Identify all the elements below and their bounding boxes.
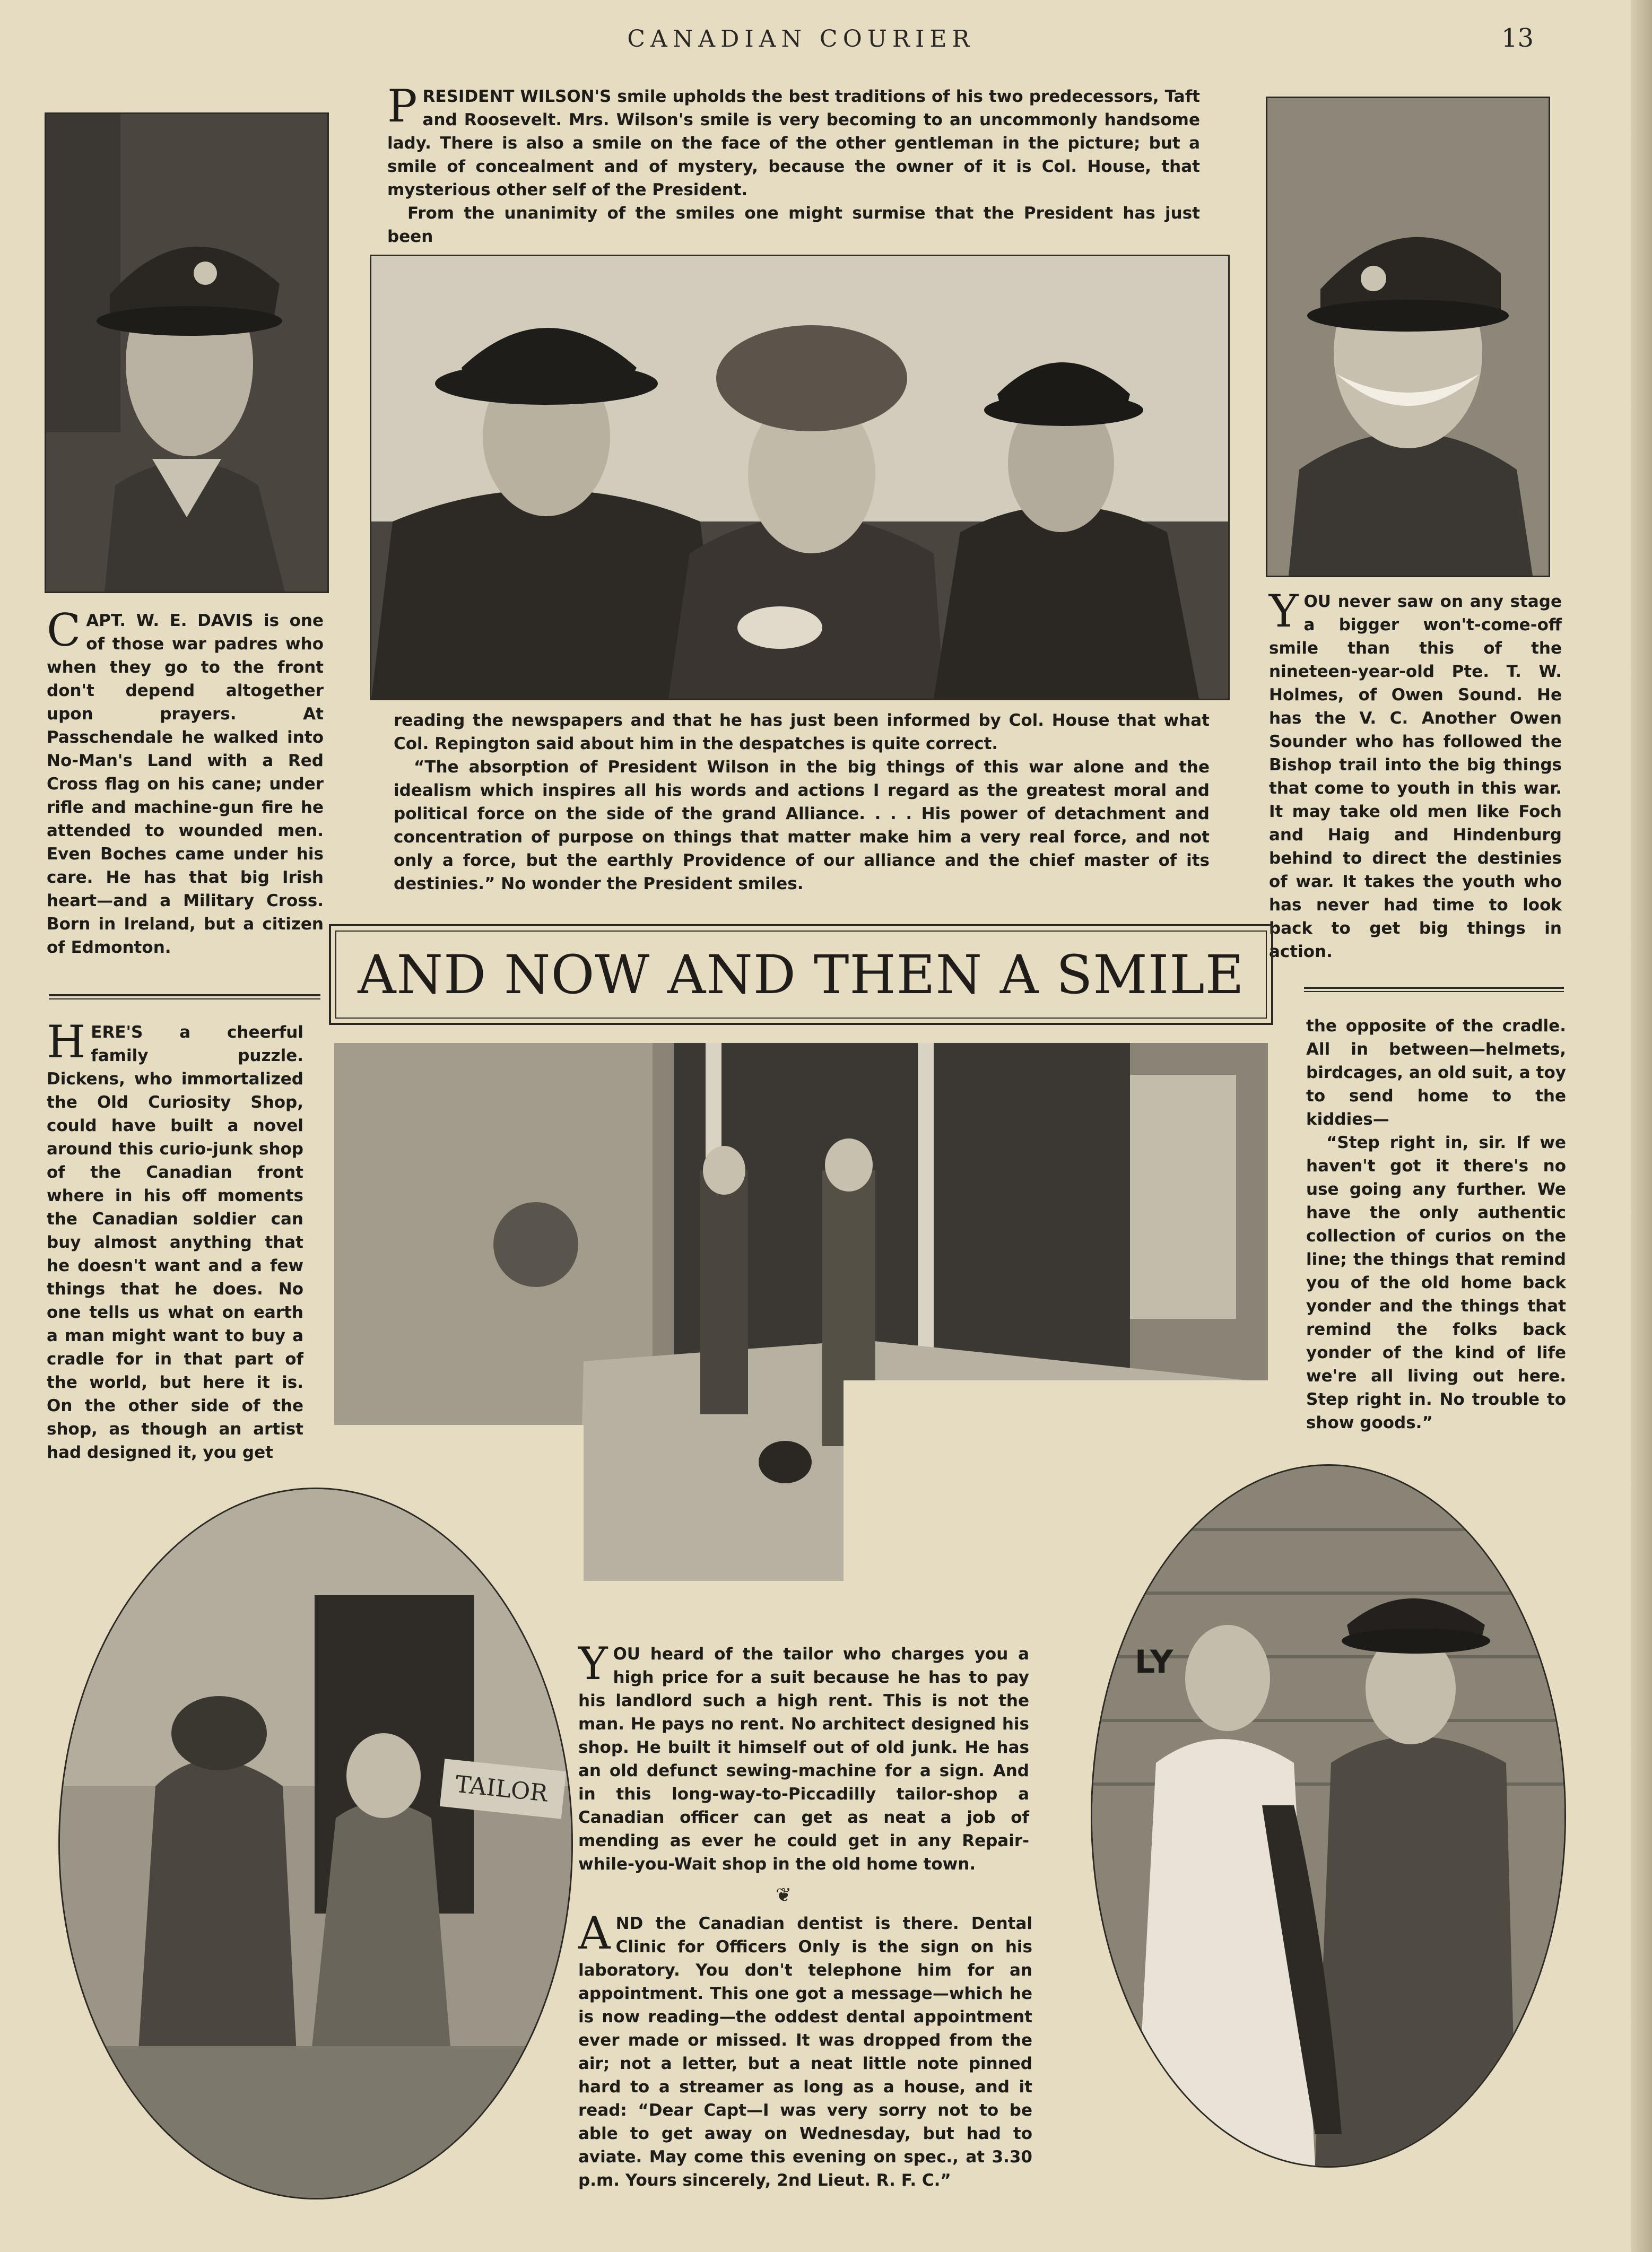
- dental-clinic-photo: [1091, 1464, 1566, 2168]
- page-number: 13: [1501, 23, 1534, 53]
- wilson-paragraph-2: From the unanimity of the smiles one might surmise that the President has just been: [387, 204, 1200, 246]
- curio-left-text: ERE'S a cheerful family puzzle. Dickens, who immortalized the Old Curiosity Shop, could have built a novel around this curio-junk shop of the Canadian front where in his off moments the Canadian soldier can buy almost anything that he doesn't want and a few things that he does. No one tells us what on earth a man might want to buy a cradle for in that part of the world, but here it is. On the other side of the shop, as though an artist had designed it, you get: [47, 1023, 303, 1462]
- tailor-dropcap: Y: [578, 1638, 608, 1690]
- curio-right-paragraph-1: the opposite of the cradle. All in between—helmets, birdcages, an old suit, a toy to send home to the kiddies—: [1306, 1016, 1566, 1129]
- holmes-caption: [1269, 585, 1562, 963]
- portrait-holmes-photo: [1266, 97, 1550, 577]
- curio-right-paragraph-2: “Step right in, sir. If we haven't got it there's no use going any further. We have the only authentic collection of curios on the line; the things that remind you of the old home back yonder and the things that remind the folks back yonder of the kind of life we're all living out here. Step right in. No trouble to show goods.”: [1306, 1133, 1566, 1432]
- wilson-paragraph-3: reading the newspapers and that he has just been informed by Col. House that what Col. Repington said about him in the despatches is quite correct.: [394, 711, 1210, 753]
- wilson-paragraph-1: RESIDENT WILSON'S smile upholds the best traditions of his two predecessors, Taft and Roosevelt. Mrs. Wilson's smile is very becoming to an uncommonly handsome lady. There is also a smile on the face of the other gentleman in the picture; but a smile of concealment and of mystery, because the owner of it is Col. House, that mysterious other self of the President.: [387, 87, 1200, 199]
- right-divider-rule: [1304, 987, 1564, 992]
- wilson-paragraph-4: “The absorption of President Wilson in the big things of this war alone and the idealism which inspires all his words and actions I regard as the greatest moral and political force on the side of the grand Alliance. . . . His power of detachment and concentration of purpose on things that matter make him a very real force, and not only a force, but the earthly Providence of our alliance and the chief master of its destinies.” No wonder the President smiles.: [394, 758, 1210, 893]
- president-wilson-group-photo: [370, 255, 1230, 700]
- dentist-sign-text: LY: [1135, 1644, 1173, 1681]
- tailor-shop-photo: [58, 1488, 573, 2199]
- tailor-article: [578, 1638, 1029, 1876]
- section-ornament: ❦: [776, 1884, 792, 1906]
- curio-shop-photo: [334, 1043, 1268, 1581]
- davis-text: APT. W. E. DAVIS is one of those war padres who when they go to the front don't depend altogether upon prayers. At Passchendale he walked into No-Man's Land with a Red Cross flag on his cane; under rifle and machine-gun fire he attended to wounded men. Even Boches came under his care. He has that big Irish heart—and a Military Cross. Born in Ireland, but a citizen of Edmonton.: [47, 611, 324, 957]
- portrait-davis-photo: [45, 112, 329, 593]
- dentist-text: ND the Canadian dentist is there. Dental Clinic for Officers Only is the sign on his laboratory. You don't telephone him for an appointment. This one got a message—which he is now reading—the oddest dental appointment ever made or missed. It was dropped from the air; not a letter, but a neat little note pinned hard to a streamer as long as a house, and it read: “Dear Capt—I was very sorry not to be able to get away on Wednesday, but had to aviate. May come this evening on spec., at 3.30 p.m. Yours sincerely, 2nd Lieut. R. F. C.”: [578, 1914, 1032, 2190]
- headline: AND NOW AND THEN A SMILE: [358, 943, 1245, 1006]
- davis-caption: [47, 604, 324, 959]
- curio-article-right: [1306, 1014, 1566, 1434]
- wilson-article-continued: [394, 709, 1210, 895]
- headline-inner-frame: [335, 931, 1267, 1019]
- dentist-dropcap: A: [578, 1907, 611, 1959]
- publication-title: CANADIAN COURIER: [627, 25, 975, 53]
- page-binding-edge: [1631, 0, 1652, 2252]
- wilson-article-intro: [387, 80, 1200, 248]
- left-divider-rule: [49, 994, 320, 999]
- holmes-dropcap: Y: [1269, 585, 1299, 637]
- davis-dropcap: C: [47, 604, 81, 656]
- curio-dropcap: H: [47, 1016, 86, 1068]
- tailor-sign-text: TAILOR: [454, 1770, 549, 1807]
- dentist-article: [578, 1907, 1032, 2192]
- curio-article-left: [47, 1016, 303, 1464]
- holmes-text: OU never saw on any stage a bigger won't-come-off smile than this of the nineteen-year-old Pte. T. W. Holmes, of Owen Sound. He has the V. C. Another Owen Sounder who has followed the Bishop trail into the big things that come to youth in this war. It may take old men like Foch and Haig and Hindenburg behind to direct the destinies of war. It takes the youth who has never had time to look back to get big things in action.: [1269, 592, 1562, 961]
- wilson-dropcap: P: [387, 80, 418, 132]
- headline-box: [329, 924, 1273, 1025]
- tailor-text: OU heard of the tailor who charges you a high price for a suit because he has to pay his landlord such a high rent. This is not the man. He pays no rent. No architect designed his shop. He built it himself out of old junk. He has an old defunct sewing-machine for a sign. And in this long-way-to-Piccadilly tailor-shop a Canadian officer can get as neat a job of mending as ever he could get in any Repair-while-you-Wait shop in the old home town.: [578, 1645, 1029, 1874]
